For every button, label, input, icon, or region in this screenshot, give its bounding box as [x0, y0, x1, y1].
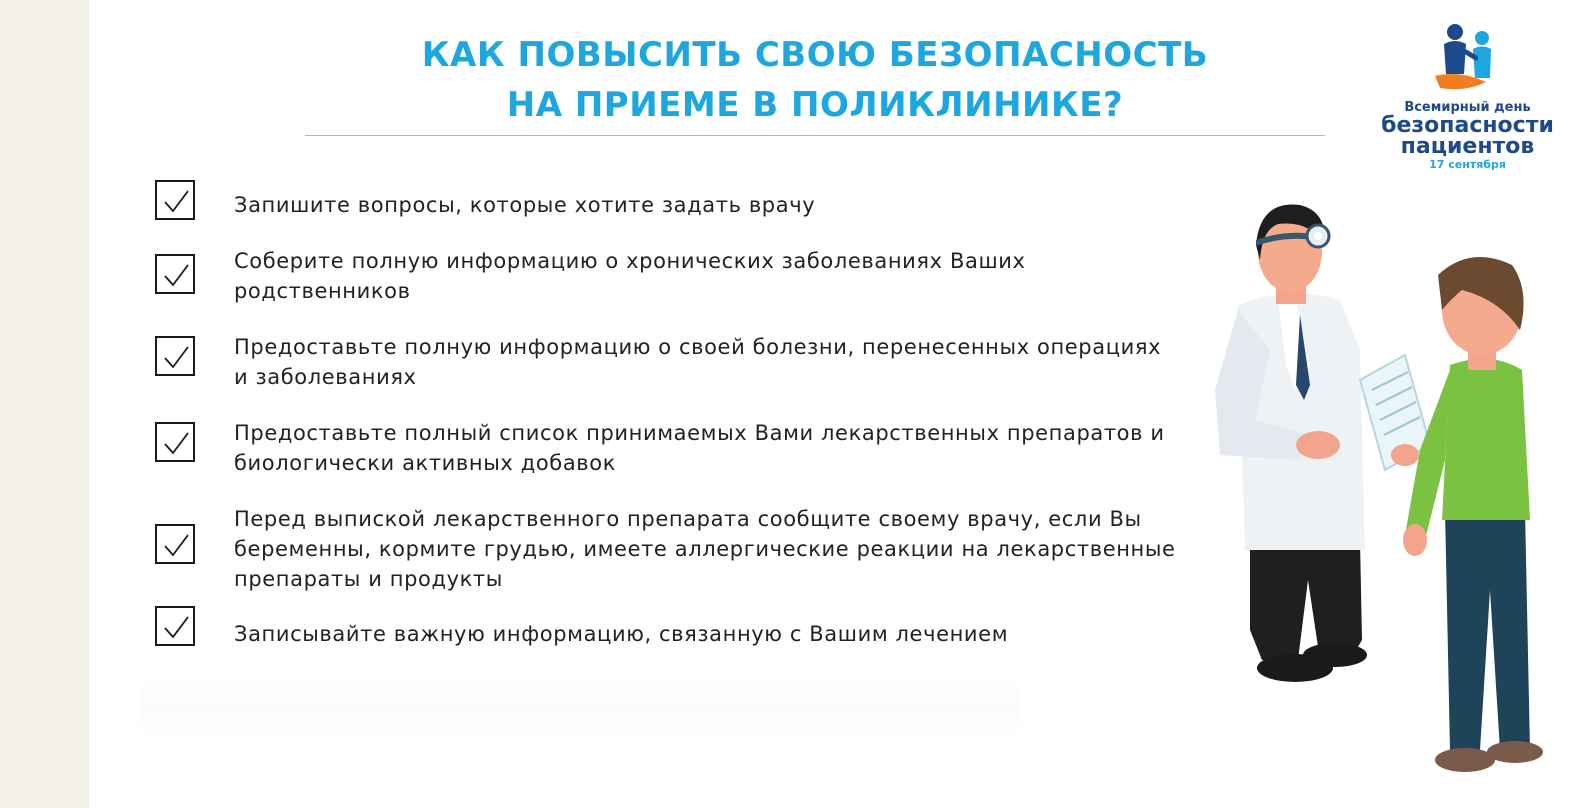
checklist-item-line: родственников: [234, 279, 411, 303]
logo-text-line-4: 17 сентября: [1429, 158, 1506, 171]
doctor-patient-illustration: [1200, 190, 1560, 790]
checklist-item-line: и заболеваниях: [234, 365, 417, 389]
checklist-item-line: Предоставьте полную информацию о своей болезни, перенесенных операциях: [234, 335, 1162, 359]
checkbox-checked-icon: [155, 336, 195, 376]
patient-safety-logo: [1380, 18, 1555, 178]
checklist-item-text: [234, 619, 1008, 649]
checkbox-checked-icon: [155, 524, 195, 564]
checklist-item-text: [234, 246, 1026, 306]
checklist-item-line: беременны, кормите грудью, имеете аллергические реакции на лекарственные: [234, 537, 1176, 561]
checkbox-checked-icon: [155, 180, 195, 220]
checklist-item-line: препараты и продукты: [234, 567, 503, 591]
faded-area: [140, 672, 1020, 742]
checklist-item-line: Перед выпиской лекарственного препарата сообщите своему врачу, если Вы: [234, 507, 1142, 531]
logo-text-line-1: Всемирный день: [1404, 100, 1531, 115]
patient-figure: [1403, 257, 1543, 772]
doctor-figure: [1215, 205, 1367, 683]
logo-text-line-2: безопасности: [1381, 113, 1554, 138]
checklist-item-line: биологически активных добавок: [234, 451, 616, 475]
checklist-item-line: Записывайте важную информацию, связанную с Вашим лечением: [234, 622, 1009, 646]
title-divider: [305, 135, 1325, 136]
page-title: [300, 30, 1330, 130]
checkbox-checked-icon: [155, 606, 195, 646]
checklist-item-text: [234, 190, 815, 220]
checklist-item-text: [234, 504, 1176, 594]
checklist-item-line: Предоставьте полный список принимаемых Вами лекарственных препаратов и: [234, 421, 1165, 445]
page-title-line-1: КАК ПОВЫСИТЬ СВОЮ БЕЗОПАСНОСТЬ: [421, 35, 1209, 75]
page-title-line-2: НА ПРИЕМЕ В ПОЛИКЛИНИКЕ?: [506, 85, 1124, 125]
checkbox-checked-icon: [155, 254, 195, 294]
logo-text-line-3: пациентов: [1400, 134, 1535, 159]
patient-safety-logo-icon: [1380, 18, 1555, 98]
checklist-item-text: [234, 418, 1165, 478]
left-margin-strip: [0, 0, 89, 808]
checklist-item-line: Соберите полную информацию о хронических заболеваниях Ваших: [234, 249, 1026, 273]
checklist-item-line: Запишите вопросы, которые хотите задать врачу: [234, 193, 816, 217]
checkbox-checked-icon: [155, 422, 195, 462]
clipboard-icon: [1360, 355, 1430, 470]
checklist-item-text: [234, 332, 1161, 392]
